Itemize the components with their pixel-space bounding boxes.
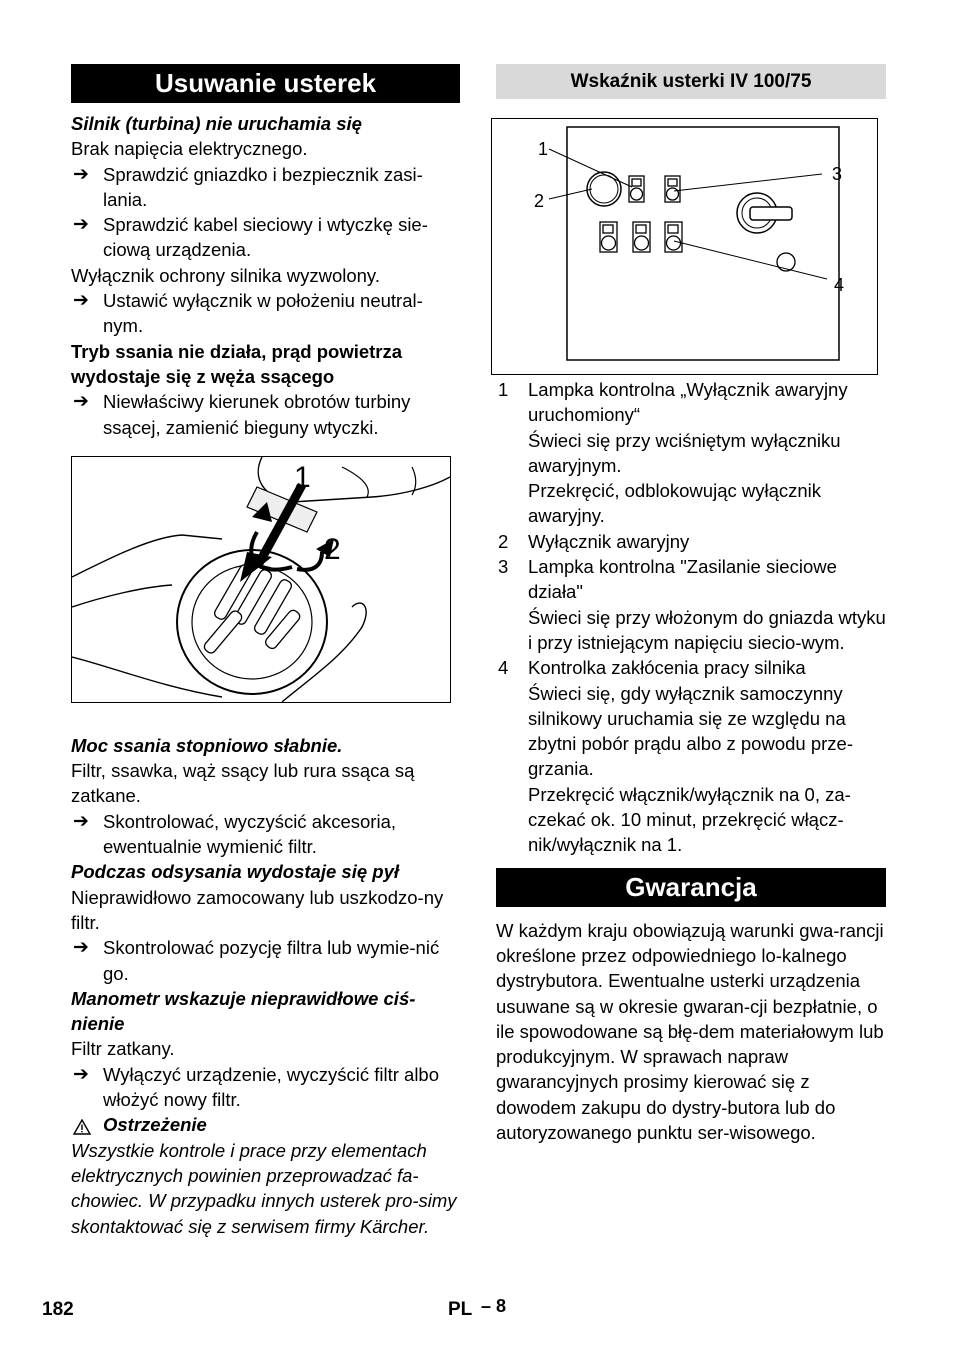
section-title-fault-indicator: Wskaźnik usterki IV 100/75 bbox=[496, 64, 886, 99]
action-item: ➔ Sprawdzić gniazdko i bezpiecznik zasi-lania. bbox=[73, 163, 423, 210]
problem-heading: Manometr wskazuje nieprawidłowe ciś-nienie bbox=[71, 987, 416, 1035]
figure-label-1: 1 bbox=[538, 139, 549, 159]
figure-label-1: 1 bbox=[294, 460, 311, 494]
warning-triangle-icon bbox=[73, 1116, 91, 1141]
legend-item: 4 Kontrolka zakłócenia pracy silnika bbox=[498, 657, 806, 679]
section-page-number: – 8 bbox=[481, 1296, 507, 1316]
legend-item: 1 Lampka kontrolna „Wyłącznik awaryjny uruchomiony“ bbox=[498, 379, 848, 426]
problem-heading: Tryb ssania nie działa, prąd powietrza wydostaje się z węża ssącego bbox=[71, 340, 403, 387]
problem-heading: Moc ssania stopniowo słabnie. bbox=[71, 734, 343, 756]
right-arrow-icon: ➔ bbox=[73, 391, 89, 413]
legend-subtext: Przekręcić włącznik/wyłącznik na 0, za-czekać ok. 10 minut, przekręcić włącz-nik/wyłącznik na 1. bbox=[528, 783, 851, 856]
legend-subtext: Świeci się, gdy wyłącznik samoczynny silnikowy uruchamia się ze względu na zbytni pobór prądu albo z powodu prze-grzania. bbox=[528, 682, 853, 780]
action-item: ➔ Sprawdzić kabel sieciowy i wtyczkę sie-ciową urządzenia. bbox=[73, 214, 428, 261]
right-arrow-icon: ➔ bbox=[73, 163, 89, 185]
right-arrow-icon: ➔ bbox=[73, 810, 89, 832]
legend-subtext: Świeci się przy wciśniętym wyłączniku awaryjnym. bbox=[528, 429, 841, 476]
right-arrow-icon: ➔ bbox=[73, 937, 89, 959]
right-column bbox=[496, 64, 886, 1145]
right-arrow-icon: ➔ bbox=[73, 290, 89, 312]
plug-drawing bbox=[72, 457, 450, 702]
warranty-text: W każdym kraju obowiązują warunki gwa-rancji określone przez odpowiedniego lo-kalnego dystrybutora. Ewentualne usterki urządzenia usuwane są w okresie gwaran-cji bezpłatnie, o ile spowodowane są błę-dem materiałowym lub produkcyjnym. W sprawach napraw gwarancyjnych prosimy kierować się z dowodem zakupu do dystry-butora lub do autoryzowanego punktu ser-wisowego. bbox=[496, 919, 884, 1144]
action-item: ➔ Skontrolować, wyczyścić akcesoria, ewentualnie wymienić filtr. bbox=[73, 810, 397, 858]
problem-heading: Podczas odsysania wydostaje się pył bbox=[71, 861, 399, 883]
cause-text: Filtr, ssawka, wąż ssący lub rura ssąca są zatkane. bbox=[71, 760, 415, 807]
panel-drawing bbox=[492, 119, 877, 374]
page-number: 182 bbox=[42, 1299, 74, 1320]
problem-heading: Silnik (turbina) nie uruchamia się bbox=[71, 113, 362, 134]
figure-label-2: 2 bbox=[324, 532, 341, 566]
legend-subtext: Świeci się przy włożonym do gniazda wtyku i przy istniejącym napięciu siecio-wym. bbox=[528, 606, 886, 653]
action-item: ➔ Ustawić wyłącznik w położeniu neutral-nym. bbox=[73, 290, 423, 337]
plug-pole-illustration bbox=[71, 456, 451, 703]
legend-item: 2 Wyłącznik awaryjny bbox=[498, 530, 690, 552]
section-title-troubleshooting: Usuwanie usterek bbox=[71, 64, 460, 103]
section-title-warranty: Gwarancja bbox=[496, 868, 886, 907]
language-code: PL bbox=[448, 1299, 473, 1320]
cause-text: Nieprawidłowo zamocowany lub uszkodzo-ny filtr. bbox=[71, 886, 444, 933]
figure-label-3: 3 bbox=[832, 164, 843, 184]
figure-label-4: 4 bbox=[834, 275, 845, 295]
warning-text: Wszystkie kontrole i prace przy elementach elektrycznych powinien przeprowadzać fa-chowiec. W przypadku innych usterek pro-simy skontaktować się z serwisem firmy Kärcher. bbox=[71, 1139, 457, 1237]
control-panel-illustration bbox=[491, 118, 878, 375]
right-arrow-icon: ➔ bbox=[73, 214, 89, 236]
cause-text: Wyłącznik ochrony silnika wyzwolony. bbox=[71, 264, 380, 286]
warning-heading: Ostrzeżenie bbox=[71, 1112, 460, 1137]
figure-label-2: 2 bbox=[534, 191, 545, 211]
action-item: ➔ Niewłaściwy kierunek obrotów turbiny ssącej, zamienić bieguny wtyczki. bbox=[73, 391, 411, 438]
right-arrow-icon: ➔ bbox=[73, 1063, 89, 1085]
cause-text: Brak napięcia elektrycznego. bbox=[71, 138, 308, 160]
action-item: ➔ Skontrolować pozycję filtra lub wymie-nić go. bbox=[73, 937, 440, 984]
legend-subtext: Przekręcić, odblokowując wyłącznik awaryjny. bbox=[528, 480, 822, 527]
action-item: ➔ Wyłączyć urządzenie, wyczyścić filtr albo włożyć nowy filtr. bbox=[73, 1063, 440, 1111]
left-column bbox=[71, 64, 460, 1239]
cause-text: Filtr zatkany. bbox=[71, 1038, 175, 1060]
legend-item: 3 Lampka kontrolna "Zasilanie sieciowe działa" bbox=[498, 556, 837, 603]
